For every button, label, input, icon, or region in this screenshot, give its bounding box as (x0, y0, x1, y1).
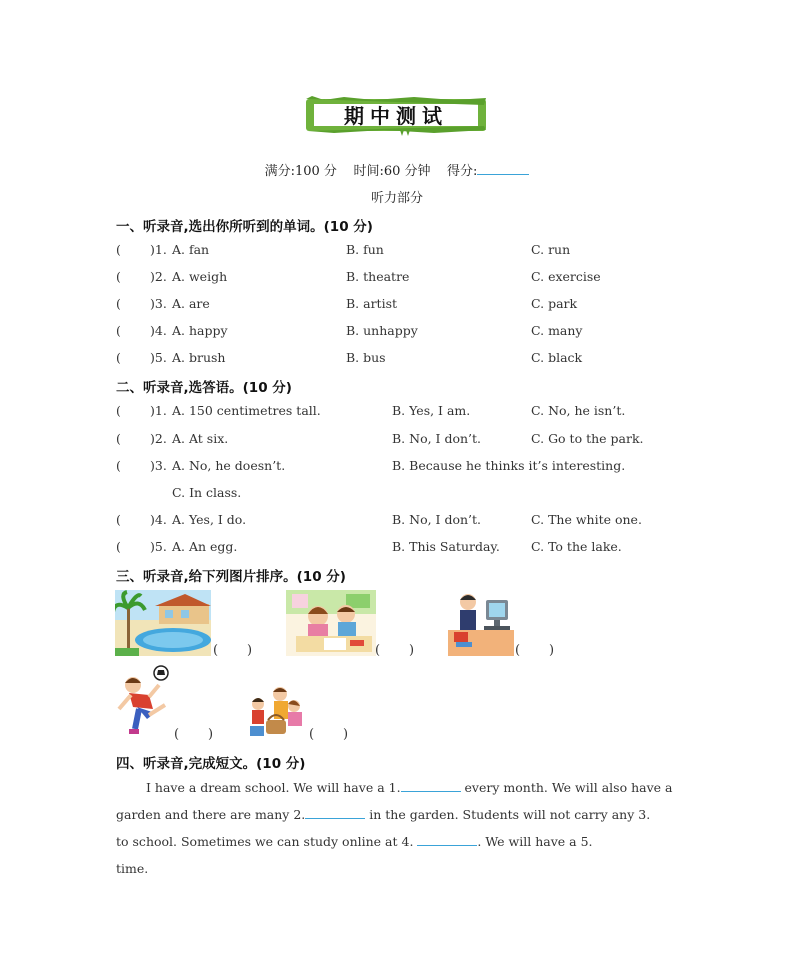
title-banner (304, 96, 488, 136)
passage-text: . We will have a 5. (477, 834, 593, 849)
picture-4-answer[interactable] (174, 727, 213, 742)
option-b: B. fun (346, 242, 384, 257)
score-blank[interactable] (477, 174, 529, 175)
passage-text: I have a dream school. We will have a 1. (146, 780, 401, 795)
full-score: 满分:100 分 (264, 164, 337, 179)
answer-paren[interactable]: ( (116, 539, 121, 554)
option-c: C. In class. (172, 485, 242, 500)
option-c: C. To the lake. (531, 539, 622, 554)
answer-paren[interactable]: ( (116, 431, 121, 446)
passage-text: to school. Sometimes we can study online at 4. (116, 834, 418, 849)
computer-picture (448, 590, 514, 656)
option-b: B. bus (346, 350, 386, 365)
page-title: 期中测试 (344, 104, 448, 128)
option-b: B. This Saturday. (392, 539, 500, 554)
pool-picture (115, 590, 211, 656)
answer-paren[interactable]: ( (116, 350, 121, 365)
option-b: B. Yes, I am. (392, 403, 471, 418)
question-number: )5. (150, 350, 167, 365)
option-c: C. black (531, 350, 583, 365)
option-b: B. Because he thinks it’s interesting. (392, 458, 626, 473)
paren-close: ) (409, 643, 415, 658)
section-2-heading: 二、听录音,选答语。(10 分) (116, 380, 292, 396)
football-picture (115, 663, 175, 741)
score-label: 得分: (447, 164, 478, 179)
paren-open: ( (213, 643, 219, 658)
question-number: )2. (150, 269, 167, 284)
picture-3-answer[interactable] (515, 643, 554, 658)
paren-open: ( (174, 727, 180, 742)
answer-paren[interactable]: ( (116, 323, 121, 338)
option-b: B. theatre (346, 269, 410, 284)
option-a: A. 150 centimetres tall. (172, 403, 321, 418)
option-a: A. Yes, I do. (172, 512, 247, 527)
option-c: C. run (531, 242, 571, 257)
blank-2[interactable] (305, 818, 365, 819)
option-c: C. No, he isn’t. (531, 403, 626, 418)
paren-close: ) (208, 727, 214, 742)
paren-open: ( (375, 643, 381, 658)
section-3-heading: 三、听录音,给下列图片排序。(10 分) (116, 569, 346, 585)
passage-text: every month. We will also have a (460, 780, 673, 795)
option-c: C. many (531, 323, 583, 338)
passage-line-4 (116, 861, 148, 876)
answer-paren[interactable]: ( (116, 296, 121, 311)
question-number: )1. (150, 403, 167, 418)
option-c: C. The white one. (531, 512, 642, 527)
paren-close: ) (343, 727, 349, 742)
paren-open: ( (309, 727, 315, 742)
passage-text: time. (116, 861, 149, 876)
listening-title: 听力部分 (370, 191, 423, 206)
option-b: B. No, I don’t. (392, 431, 482, 446)
passage-line-2 (116, 807, 650, 822)
meta-line (0, 160, 794, 179)
question-number: )4. (150, 512, 167, 527)
question-number: )2. (150, 431, 167, 446)
picture-5-answer[interactable] (309, 727, 348, 742)
paren-open: ( (515, 643, 521, 658)
passage-text: in the garden. Students will not carry any 3. (365, 807, 651, 822)
option-c: C. Go to the park. (531, 431, 644, 446)
paren-close: ) (549, 643, 555, 658)
question-number: )1. (150, 242, 167, 257)
question-number: )5. (150, 539, 167, 554)
answer-paren[interactable]: ( (116, 269, 121, 284)
answer-paren[interactable]: ( (116, 403, 121, 418)
blank-4[interactable] (417, 845, 477, 846)
option-a: A. At six. (172, 431, 229, 446)
time-limit: 时间:60 分钟 (353, 164, 431, 179)
passage-line-3 (116, 834, 593, 849)
paren-close: ) (247, 643, 253, 658)
option-a: A. brush (172, 350, 226, 365)
picture-2-answer[interactable] (375, 643, 414, 658)
option-c: C. exercise (531, 269, 601, 284)
question-number: )3. (150, 296, 167, 311)
option-a: A. An egg. (172, 539, 238, 554)
passage-line-1 (146, 780, 672, 795)
question-number: )3. (150, 458, 167, 473)
answer-paren[interactable]: ( (116, 512, 121, 527)
option-a: A. fan (172, 242, 210, 257)
option-b: B. artist (346, 296, 398, 311)
question-number: )4. (150, 323, 167, 338)
picture-1-answer[interactable] (213, 643, 252, 658)
option-a: A. weigh (172, 269, 228, 284)
option-a: A. happy (172, 323, 228, 338)
kids-drawing-picture (286, 590, 376, 656)
answer-paren[interactable]: ( (116, 458, 121, 473)
option-b: B. No, I don’t. (392, 512, 482, 527)
answer-paren[interactable]: ( (116, 242, 121, 257)
family-picture (246, 684, 308, 740)
passage-text: garden and there are many 2. (116, 807, 306, 822)
option-a: A. are (172, 296, 210, 311)
option-c: C. park (531, 296, 578, 311)
section-1-heading: 一、听录音,选出你所听到的单词。(10 分) (116, 219, 373, 235)
option-b: B. unhappy (346, 323, 418, 338)
blank-1[interactable] (401, 791, 461, 792)
option-a: A. No, he doesn’t. (172, 458, 286, 473)
section-4-heading: 四、听录音,完成短文。(10 分) (116, 756, 306, 772)
